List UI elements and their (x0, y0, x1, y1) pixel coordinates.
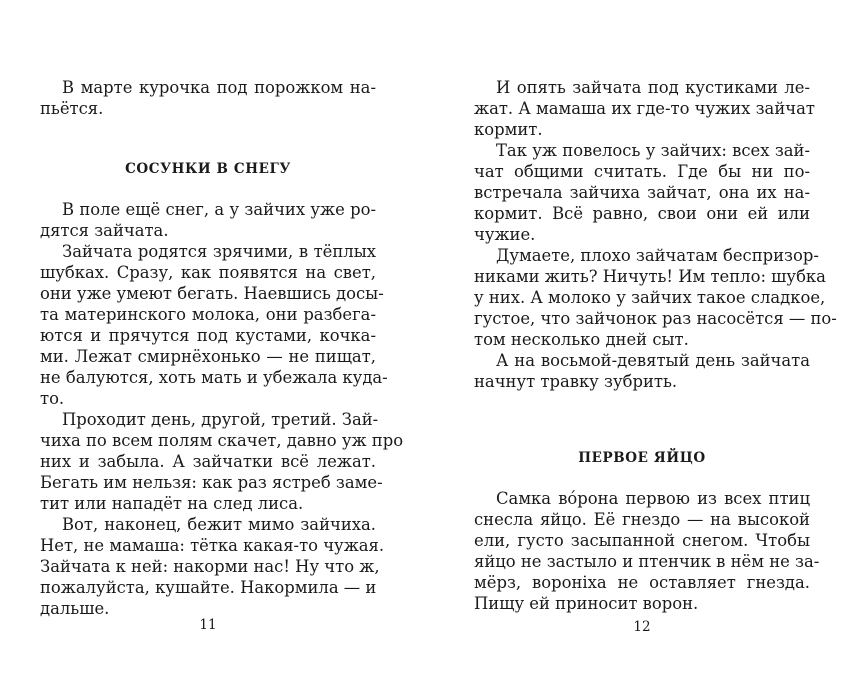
section-body (40, 199, 404, 619)
intro-paragraph (40, 77, 376, 119)
text-line: то. (40, 389, 65, 408)
text-line: Бегать им нельзя: как раз ястреб заме- (40, 473, 383, 492)
text-line: том несколько дней сыт. (474, 330, 689, 349)
text-line: Думаете, плохо зайчатам беспризор- (496, 246, 819, 265)
continued-body (474, 77, 837, 392)
text-line: жат. А мамаша их где-то чужих зайчат (474, 99, 815, 118)
text-line: шубках. Сразу, как появятся на свет, (40, 263, 376, 282)
text-line: встречала зайчиха зайчат, она их на- (474, 183, 810, 202)
text-line: В марте курочка под порожком на- (62, 78, 376, 97)
text-line: тит или нападёт на след лиса. (40, 494, 304, 513)
text-line: яйцо не застыло и птенчик в нём не за- (474, 552, 820, 571)
text-line: кормит. Всё равно, свои они ей или (474, 204, 810, 223)
page-number: 11 (199, 617, 217, 633)
text-line: начнут травку зубрить. (474, 372, 678, 391)
text-line: Зайчата родятся зрячими, в тёплых (62, 242, 376, 261)
text-line: снесла яйцо. Её гнездо — на высокой (474, 510, 810, 529)
text-line: ми. Лежат смирнёхонько — не пищат, (40, 347, 376, 366)
text-line: чиха по всем полям скачет, давно уж про (40, 431, 404, 450)
text-line: дальше. (40, 599, 110, 618)
text-line: Пищу ей приносит ворон. (474, 594, 699, 613)
section-body (474, 488, 820, 614)
text-line: Проходит день, другой, третий. Зай- (62, 410, 379, 429)
text-line: Вот, наконец, бежит мимо зайчиха. (62, 515, 376, 534)
text-line: И опять зайчата под кустиками ле- (496, 78, 810, 97)
text-line: дятся зайчата. (40, 221, 169, 240)
left-page (40, 0, 404, 698)
text-line: у них. А молоко у зайчих такое сладкое, (474, 288, 826, 307)
text-line: кормит. (474, 120, 543, 139)
section-heading: СОСУНКИ В СНЕГУ (125, 161, 291, 177)
text-line: они уже умеют бегать. Наевшись досы- (40, 284, 384, 303)
text-line: мёрз, воронiха не оставляет гнезда. (474, 573, 810, 592)
text-line: Самка вóрона первою из всех птиц (496, 489, 810, 508)
text-line: никами жить? Ничуть! Им тепло: шубка (474, 267, 826, 286)
text-line: не балуются, хоть мать и убежала куда- (40, 368, 388, 387)
text-line: пожалуйста, кушайте. Накормила — и (40, 578, 377, 597)
text-line: та материнского молока, они разбега- (40, 305, 376, 324)
text-line: чат общими считать. Где бы ни по- (474, 162, 810, 181)
right-page (474, 0, 837, 698)
text-line: В поле ещё снег, а у зайчих уже ро- (62, 200, 376, 219)
text-line: ели, густо засыпанной снегом. Чтобы (474, 531, 810, 550)
text-line: чужие. (474, 225, 536, 244)
text-line: густое, что зайчонок раз насосётся — по- (474, 309, 837, 328)
text-line: ются и прячутся под кустами, кочка- (40, 326, 376, 345)
text-line: Нет, не мамаша: тётка какая-то чужая. (40, 536, 385, 555)
page-number: 12 (633, 619, 651, 635)
text-line: пьётся. (40, 99, 104, 118)
text-line: Так уж повелось у зайчих: всех зай- (496, 141, 810, 160)
text-line: Зайчата к ней: накорми нас! Ну что ж, (40, 557, 380, 576)
section-heading: ПЕРВОЕ ЯЙЦО (578, 450, 706, 466)
text-line: А на восьмой-девятый день зайчата (496, 351, 810, 370)
text-line: них и забыла. А зайчатки всё лежат. (40, 452, 376, 471)
